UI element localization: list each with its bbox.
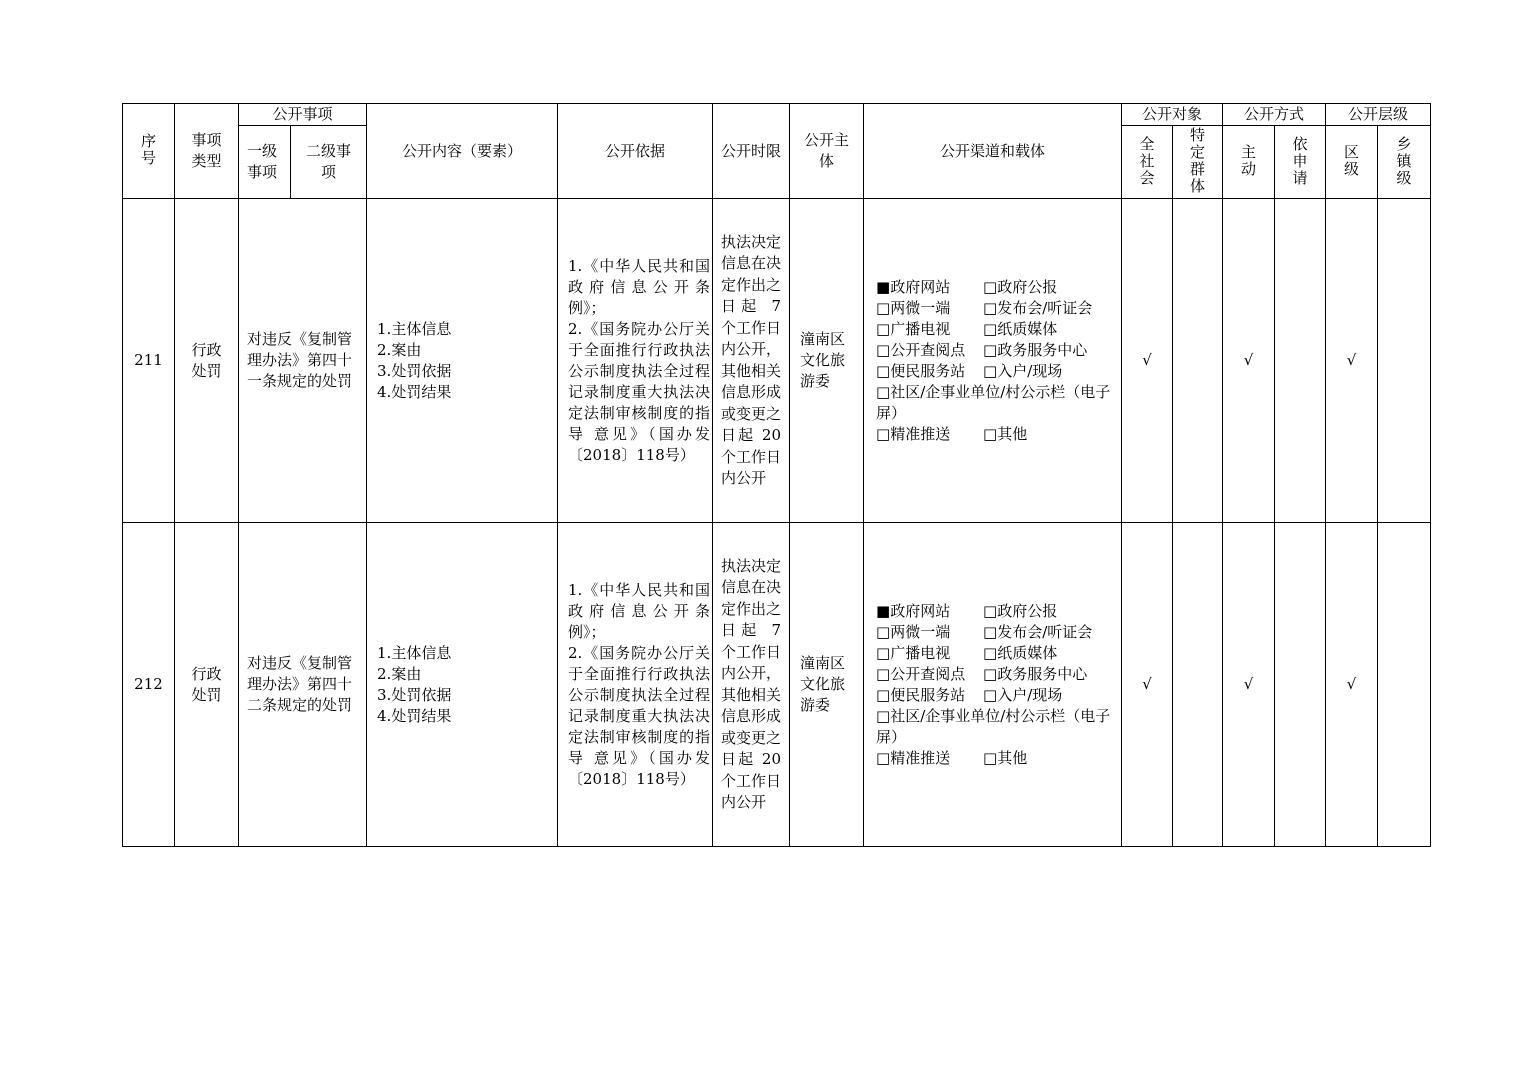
content-line: 2.案由: [377, 340, 422, 359]
cell-seq: 212: [123, 523, 175, 847]
cell-method-active: √: [1223, 523, 1275, 847]
cell-audience-all: √: [1122, 199, 1173, 523]
header-level1: 一级事项: [239, 126, 291, 199]
channel-service-station: □便民服务站: [876, 685, 966, 704]
cell-channels: [864, 199, 1122, 523]
cell-type: 行政处罚: [175, 523, 239, 847]
cell-method-active: √: [1223, 199, 1275, 523]
cell-method-request: [1275, 199, 1326, 523]
cell-level-town: [1378, 523, 1431, 847]
channel-reading: □公开查阅点: [876, 340, 966, 359]
header-channels: 公开渠道和载体: [864, 104, 1122, 199]
channel-door: □入户/现场: [983, 361, 1063, 380]
channel-press: □发布会/听证会: [983, 622, 1093, 641]
content-line: 3.处罚依据: [377, 361, 452, 380]
header-seq: 序号: [123, 104, 175, 199]
table-row: [123, 199, 1431, 523]
cell-item: 对违反《复制管理办法》第四十二条规定的处罚: [239, 523, 367, 847]
header-row-top: [123, 104, 1431, 126]
cell-level-town: [1378, 199, 1431, 523]
channel-push: □精准推送: [876, 424, 951, 443]
channel-service-center: □政务服务中心: [983, 340, 1088, 359]
content-line: 1.主体信息: [377, 643, 452, 662]
channel-other: □其他: [983, 748, 1028, 767]
header-content: 公开内容（要素）: [367, 104, 558, 199]
channel-wechat: □两微一端: [876, 622, 951, 641]
header-level2: 二级事项: [291, 126, 367, 199]
cell-item: 对违反《复制管理办法》第四十一条规定的处罚: [239, 199, 367, 523]
content-line: 3.处罚依据: [377, 685, 452, 704]
channel-door: □入户/现场: [983, 685, 1063, 704]
channel-service-station: □便民服务站: [876, 361, 966, 380]
cell-seq: 211: [123, 199, 175, 523]
cell-content: [367, 523, 558, 847]
channel-reading: □公开查阅点: [876, 664, 966, 683]
channel-tv: □广播电视: [876, 319, 951, 338]
cell-subject: 潼南区文化旅游委: [790, 199, 864, 523]
channel-website: ■政府网站: [876, 277, 951, 296]
channel-paper: □纸质媒体: [983, 643, 1058, 662]
channel-tv: □广播电视: [876, 643, 951, 662]
header-matter-group: 公开事项: [239, 104, 367, 126]
header-method-group: 公开方式: [1223, 104, 1326, 126]
header-method-request: 依申请: [1275, 126, 1326, 199]
cell-method-request: [1275, 523, 1326, 847]
header-subject: 公开主体: [790, 104, 864, 199]
disclosure-table: [122, 103, 1431, 847]
cell-subject: 潼南区文化旅游委: [790, 523, 864, 847]
content-line: 4.处罚结果: [377, 706, 452, 725]
header-level-district: 区级: [1326, 126, 1378, 199]
cell-time-limit: 执法决定信息在决定作出之日起 7 个工作日内公开，其他相关信息形成或变更之日起 20 个工作日内公开: [713, 523, 790, 847]
header-level-group: 公开层级: [1326, 104, 1431, 126]
channel-press: □发布会/听证会: [983, 298, 1093, 317]
cell-type: 行政处罚: [175, 199, 239, 523]
header-method-active: 主动: [1223, 126, 1275, 199]
content-line: 2.案由: [377, 664, 422, 683]
channel-paper: □纸质媒体: [983, 319, 1058, 338]
content-line: 1.主体信息: [377, 319, 452, 338]
channel-gazette: □政府公报: [983, 601, 1058, 620]
header-type: 事项类型: [175, 104, 239, 199]
channel-service-center: □政务服务中心: [983, 664, 1088, 683]
channel-gazette: □政府公报: [983, 277, 1058, 296]
cell-channels: [864, 523, 1122, 847]
channel-wechat: □两微一端: [876, 298, 951, 317]
header-basis: 公开依据: [558, 104, 713, 199]
table-row: [123, 523, 1431, 847]
header-audience-all: 全社会: [1122, 126, 1173, 199]
content-line: 4.处罚结果: [377, 382, 452, 401]
cell-basis: 1.《中华人民共和国政府信息公开条例》； 2.《国务院办公厅关于全面推行行政执法公示制度执法全过程记录制度重大执法决定法制审核制度的指导 意见》（国办发〔2018〕118号）: [558, 523, 713, 847]
cell-audience-specific: [1173, 523, 1223, 847]
header-audience-group: 公开对象: [1122, 104, 1223, 126]
channel-board: □社区/企事业单位/村公示栏（电子屏）: [876, 706, 1111, 746]
cell-audience-all: √: [1122, 523, 1173, 847]
cell-time-limit: 执法决定信息在决定作出之日起 7 个工作日内公开，其他相关信息形成或变更之日起 20 个工作日内公开: [713, 199, 790, 523]
header-level-town: 乡镇级: [1378, 126, 1431, 199]
header-audience-specific: 特定群体: [1173, 126, 1223, 199]
channel-other: □其他: [983, 424, 1028, 443]
header-time-limit: 公开时限: [713, 104, 790, 199]
cell-basis: 1.《中华人民共和国政府信息公开条例》； 2.《国务院办公厅关于全面推行行政执法公示制度执法全过程记录制度重大执法决定法制审核制度的指导 意见》（国办发〔2018〕118号）: [558, 199, 713, 523]
cell-content: [367, 199, 558, 523]
channel-website: ■政府网站: [876, 601, 951, 620]
cell-level-district: √: [1326, 523, 1378, 847]
cell-level-district: √: [1326, 199, 1378, 523]
channel-push: □精准推送: [876, 748, 951, 767]
cell-audience-specific: [1173, 199, 1223, 523]
channel-board: □社区/企事业单位/村公示栏（电子屏）: [876, 382, 1111, 422]
